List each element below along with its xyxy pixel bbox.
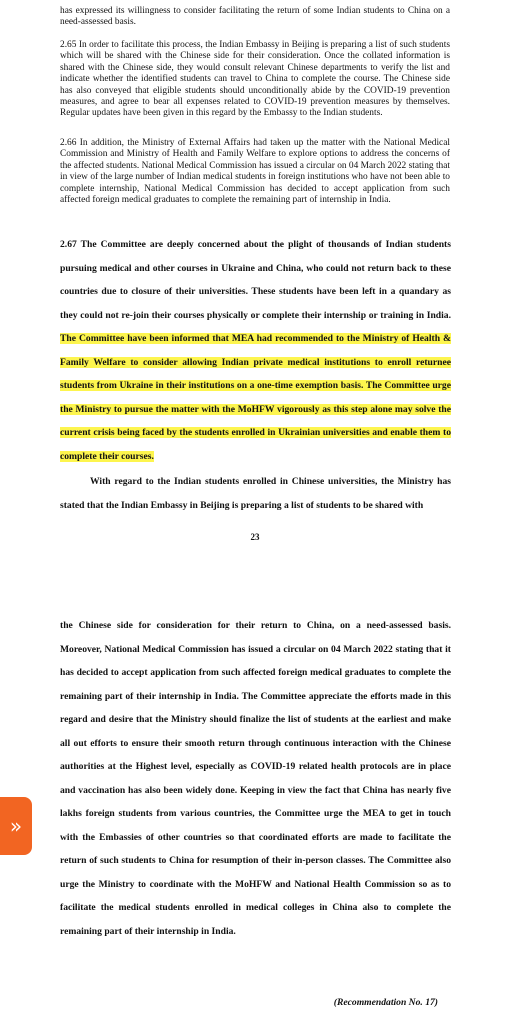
paragraph-chinese-universities: With regard to the Indian students enrolled in Chinese universities, the Ministry has stated that the Indian Embassy in Beijing is preparing a list of students to be shared with	[60, 476, 451, 511]
paragraph-2-67-text: 2.67 The Committee are deeply concerned about the plight of thousands of Indian students pursuing medical and other courses in Ukraine and China, who could not return back to these countries due to closure of their universities. These students have been left in a quandary as they could not re-join their courses physically or complete their internship or training in India.	[60, 239, 451, 321]
paragraph-2-66: 2.66 In addition, the Ministry of External Affairs had taken up the matter with the National Medical Commission and Ministry of Health and Family Welfare to explore options to address the concerns of the affected students. National Medical Commission has issued a circular on 04 March 2022 stating that in view of the large number of Indian medical students in foreign institutions who have not been able to complete internship, National Medical Commission has decided to accept application from such affected foreign medical graduates to complete the remaining part of internship in India.	[60, 138, 450, 206]
paragraph-continued: the Chinese side for consideration for their return to China, on a need-assessed basis. Moreover, National Medical Commission has issued a circular on 04 March 2022 stating that it has decided to accept application from such affected foreign medical graduates to complete the remaining part of their internship in India. The Committee appreciate the efforts made in this regard and desire that the Ministry should finalize the list of students at the earliest and make all out efforts to ensure their smooth return through continuous interaction with the Chinese authorities at the Highest level, especially as COVID-19 related health protocols are in place and vaccination has also been widely done. Keeping in view the fact that China has nearly five lakhs foreign students from various countries, the Committee urge the MEA to get in touch with the Embassies of other countries so that coordinated efforts are made to facilitate the return of such students to China for resumption of their in-person classes. The Committee also urge the Ministry to coordinate with the MoHFW and National Health Commission so as to facilitate the medical students enrolled in medical colleges in China also to complete the remaining part of their internship in India.	[60, 620, 451, 937]
document-page-24	[0, 590, 510, 1024]
double-chevron-right-icon: »	[9, 814, 23, 838]
paragraph-2-67	[60, 233, 451, 468]
page-number: 23	[250, 532, 260, 542]
side-expand-tab[interactable]	[0, 797, 32, 855]
paragraph-2-65: 2.65 In order to facilitate this process, the Indian Embassy in Beijing is preparing a list of such students which will be shared with the Chinese side for their consideration. Once the collated information is shared with the Chinese side, they would consult relevant Chinese departments to verify the list and indicate whether the identified students can travel to China to complete the course. The Chinese side has also conveyed that eligible students should unconditionally abide by the COVID-19 prevention measures, and agree to bear all expenses related to COVID-19 prevention measures by themselves. Regular updates have been given in this regard by the Embassy to the Indian students.	[60, 40, 450, 119]
recommendation-label: (Recommendation No. 17)	[333, 997, 438, 1008]
paragraph-top: has expressed its willingness to consider facilitating the return of some Indian students to China on a need-assessed basis.	[60, 6, 450, 28]
highlighted-text: The Committee have been informed that MEA had recommended to the Ministry of Health & Family Welfare to consider allowing Indian private medical institutions to enroll returnee students from Ukraine in their institutions on a one-time exemption basis. The Committee urge the Ministry to pursue the matter with the MoHFW vigorously as this step alone may solve the current crisis being faced by the students enrolled in Ukrainian universities and enable them to complete their courses.	[60, 333, 451, 462]
